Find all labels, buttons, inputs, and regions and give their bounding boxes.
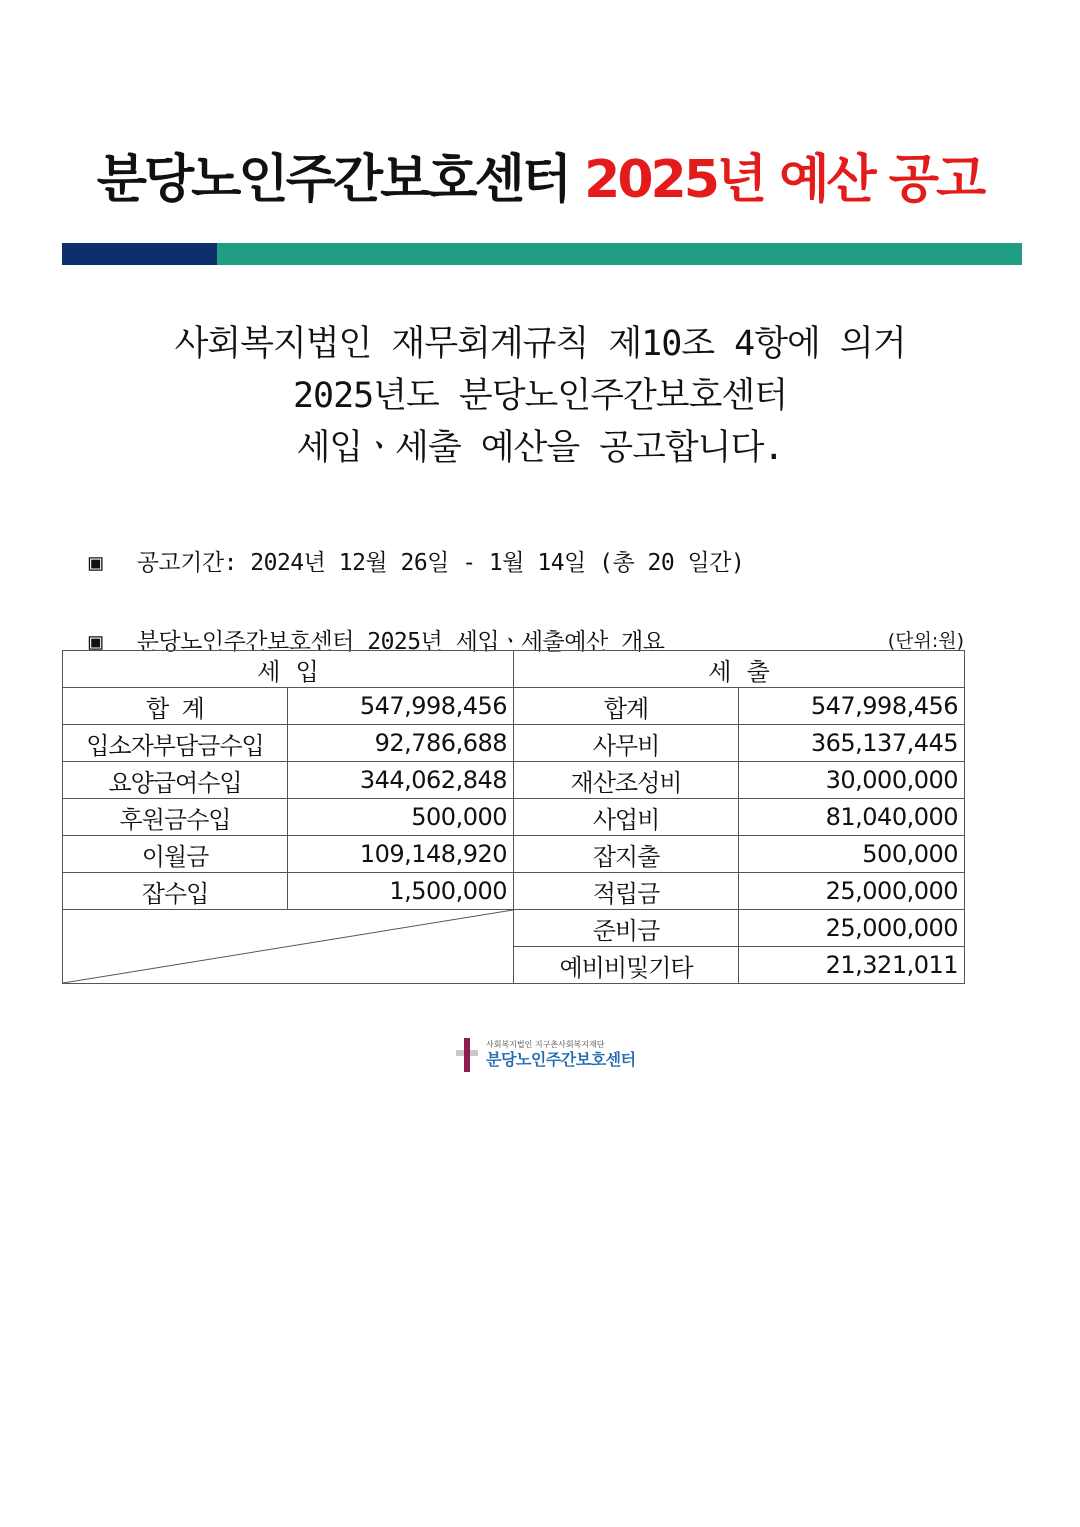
revenue-value: 1,500,000 (288, 873, 514, 910)
foundation-logo (456, 1038, 636, 1072)
expense-value: 30,000,000 (739, 762, 965, 799)
page-title (0, 140, 1080, 220)
divider-teal-segment (217, 243, 1022, 265)
expense-label: 사무비 (514, 725, 739, 762)
budget-table (62, 650, 965, 984)
unit-label: (단위:원) (887, 630, 964, 652)
table-row (63, 762, 965, 799)
title-divider-bar (62, 243, 1022, 265)
table-row (63, 873, 965, 910)
expense-header: 세 출 (514, 651, 965, 688)
revenue-value: 547,998,456 (288, 688, 514, 725)
budget-overview-text: 분당노인주간보호센터 2025년 세입ㆍ세출예산 개요 (136, 629, 665, 655)
expense-label: 사업비 (514, 799, 739, 836)
expense-value: 25,000,000 (739, 873, 965, 910)
table-row (63, 836, 965, 873)
cross-logo-icon (456, 1038, 478, 1072)
revenue-label: 입소자부담금수입 (63, 725, 288, 762)
title-center-name: 분당노인주간보호센터 (96, 150, 570, 210)
expense-label: 준비금 (514, 910, 739, 947)
table-row (63, 725, 965, 762)
revenue-label: 요양급여수입 (63, 762, 288, 799)
logo-foundation-name: 사회복지법인 지구촌사회복지재단 (486, 1040, 605, 1049)
square-bullet-icon: ▣ (88, 550, 103, 576)
revenue-header: 세 입 (63, 651, 514, 688)
revenue-value: 344,062,848 (288, 762, 514, 799)
empty-diagonal-cell (63, 910, 514, 984)
expense-value: 500,000 (739, 836, 965, 873)
revenue-label: 합 계 (63, 688, 288, 725)
expense-value: 547,998,456 (739, 688, 965, 725)
intro-line-2: 2025년도 분당노인주간보호센터 (292, 376, 788, 416)
table-header-row (63, 651, 965, 688)
expense-value: 81,040,000 (739, 799, 965, 836)
expense-label: 잡지출 (514, 836, 739, 873)
title-budget-notice: 2025년 예산 공고 (584, 150, 984, 210)
revenue-value: 500,000 (288, 799, 514, 836)
revenue-label: 후원금수입 (63, 799, 288, 836)
expense-value: 21,321,011 (739, 947, 965, 984)
expense-value: 365,137,445 (739, 725, 965, 762)
revenue-value: 109,148,920 (288, 836, 514, 873)
diagonal-line (63, 910, 513, 983)
revenue-label: 잡수입 (63, 873, 288, 910)
expense-value: 25,000,000 (739, 910, 965, 947)
intro-line-1: 사회복지법인 재무회계규칙 제10조 4항에 의거 (174, 324, 906, 364)
expense-label: 재산조성비 (514, 762, 739, 799)
notice-period-item (62, 518, 744, 577)
square-bullet-icon: ▣ (88, 629, 103, 655)
revenue-value: 92,786,688 (288, 725, 514, 762)
table-row (63, 688, 965, 725)
expense-label: 적립금 (514, 873, 739, 910)
budget-overview-item (62, 597, 665, 656)
expense-label: 예비비및기타 (514, 947, 739, 984)
intro-statement (0, 318, 1080, 474)
table-row (63, 799, 965, 836)
intro-line-3: 세입ㆍ세출 예산을 공고합니다. (296, 428, 784, 468)
logo-center-name: 분당노인주간보호센터 (486, 1050, 636, 1069)
expense-label: 합계 (514, 688, 739, 725)
notice-period-text: 공고기간: 2024년 12월 26일 - 1월 14일 (총 20 일간) (136, 550, 745, 576)
divider-navy-segment (62, 243, 217, 265)
revenue-label: 이월금 (63, 836, 288, 873)
table-row (63, 910, 965, 947)
